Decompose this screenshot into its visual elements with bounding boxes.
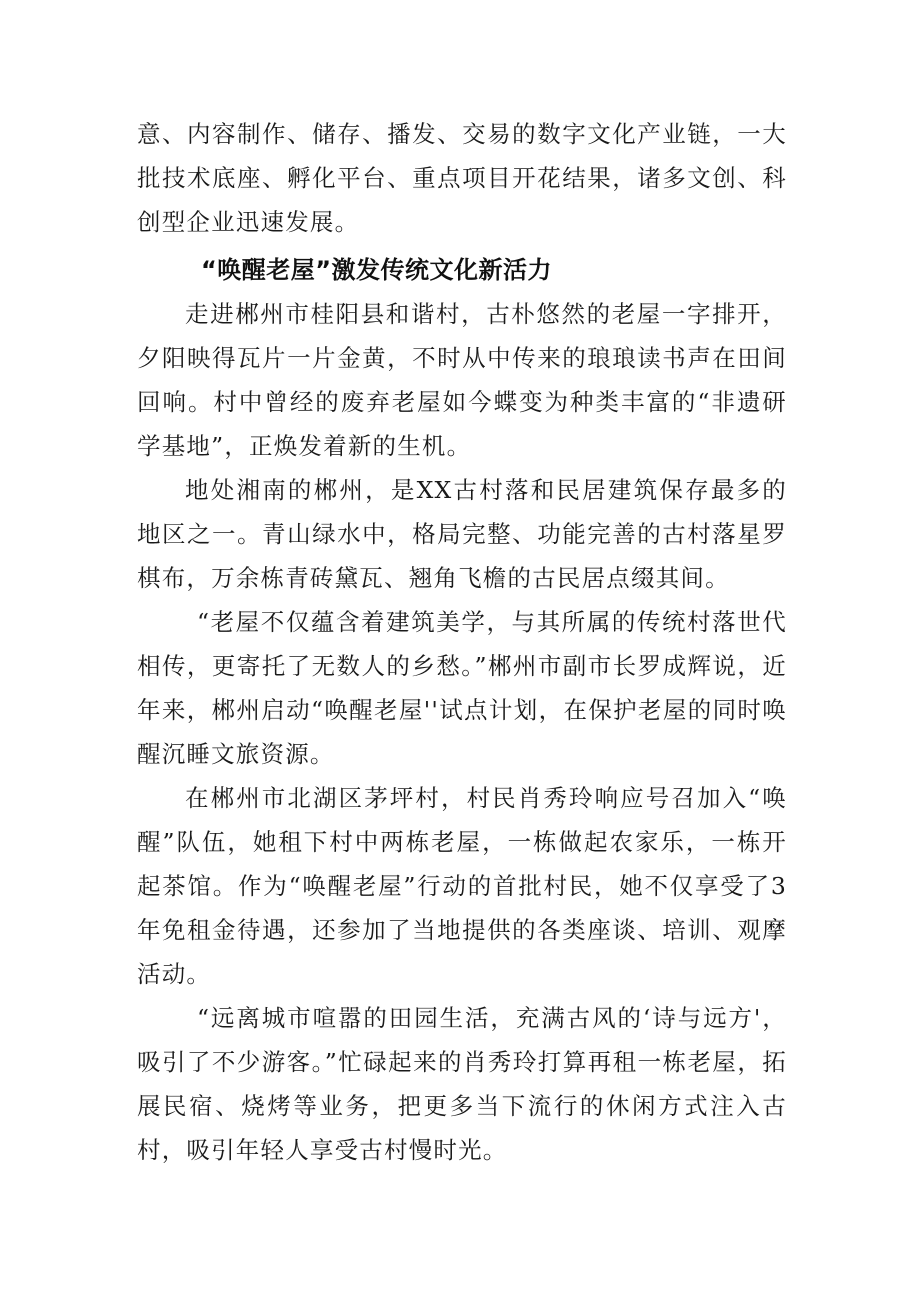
paragraph-quote-official: “老屋不仅蕴含着建筑美学，与其所属的传统村落世代相传，更寄托了无数人的乡愁。”郴州市副市长罗成辉说，近年来，郴州启动“唤醒老屋''试点计划，在保护老屋的同时唤醒沉睡文旅资源。 xyxy=(137,608,787,768)
paragraph-village-intro: 走进郴州市桂阳县和谐村，古朴悠然的老屋一字排开，夕阳映得瓦片一片金黄，不时从中传来的琅琅读书声在田间回响。村中曾经的废弃老屋如今蝶变为种类丰富的“非遗研学基地”，正焕发着新的生机。 xyxy=(137,300,787,460)
section-heading: “唤醒老屋”激发传统文化新活力 xyxy=(201,256,553,284)
paragraph-villager-story: 在郴州市北湖区茅坪村，村民肖秀玲响应号召加入“唤醒”队伍，她租下村中两栋老屋，一栋做起农家乐，一栋开起茶馆。作为“唤醒老屋”行动的首批村民，她不仅享受了3年免租金待遇，还参加了当地提供的各类座谈、培训、观摩活动。 xyxy=(137,784,787,988)
paragraph-chenzhou-location: 地处湘南的郴州，是XX古村落和民居建筑保存最多的地区之一。青山绿水中，格局完整、功能完善的古村落星罗棋布，万余栋青砖黛瓦、翘角飞檐的古民居点缀其间。 xyxy=(137,476,787,592)
paragraph-quote-villager: “远离城市喧嚣的田园生活，充满古风的‘诗与远方'，吸引了不少游客。”忙碌起来的肖秀玲打算再租一栋老屋，拓展民宿、烧烤等业务，把更多当下流行的休闲方式注入古村，吸引年轻人享受古村慢时光。 xyxy=(137,1004,787,1164)
paragraph-continuation: 意、内容制作、储存、播发、交易的数字文化产业链，一大批技术底座、孵化平台、重点项目开花结果，诸多文创、科创型企业迅速发展。 xyxy=(137,120,787,236)
document-body xyxy=(137,112,787,1172)
